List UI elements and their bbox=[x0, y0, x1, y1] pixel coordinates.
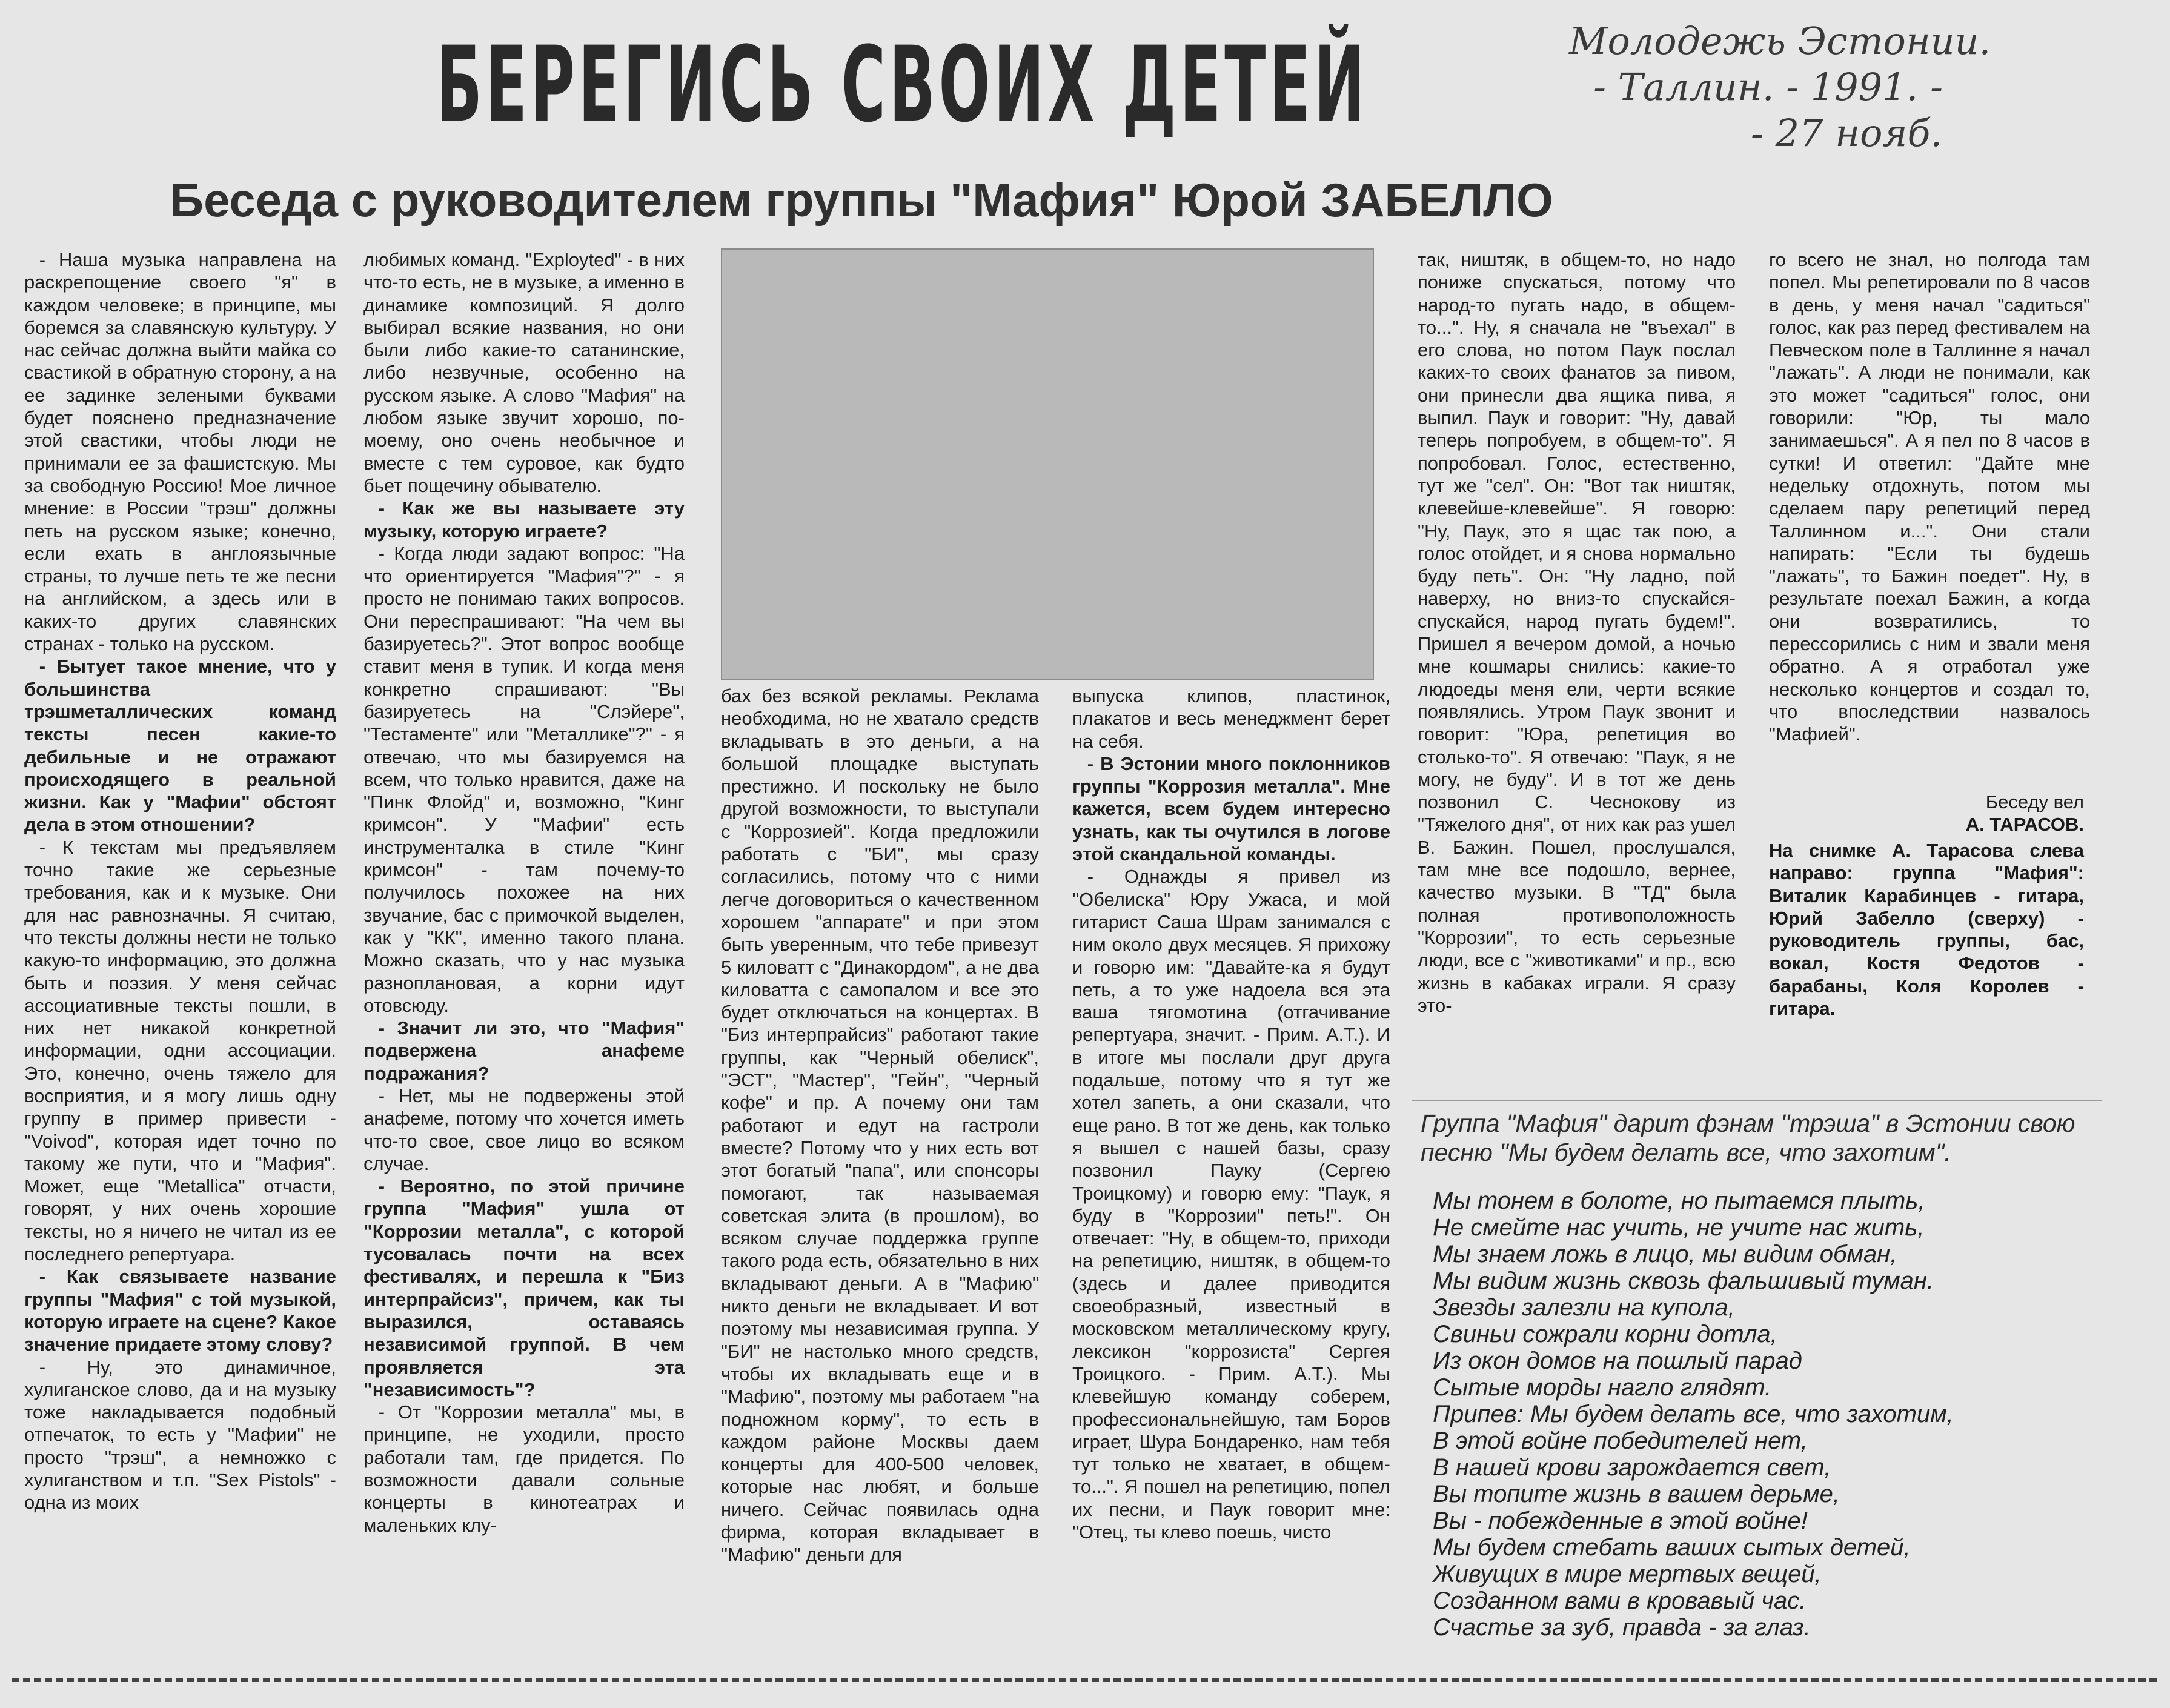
lyric-line: Из окон домов на пошлый парад bbox=[1433, 1347, 1802, 1374]
lyric-line: Мы будем стебать ваших сытых детей, bbox=[1433, 1534, 1911, 1561]
subheadline: Беседа с руководителем группы "Мафия" Юрой ЗАБЕЛЛО bbox=[170, 173, 1553, 227]
lyric-line: Вы топите жизнь в вашем дерьме, bbox=[1433, 1481, 1840, 1507]
interview-question: - В Эстонии много поклонников группы "Коррозия металла". Мне кажется, всем будем интересно узнать, как ты очутился в логове этой скандальной команды. bbox=[1072, 753, 1390, 865]
article-column-6 bbox=[1769, 248, 2090, 794]
song-lyrics bbox=[1433, 1188, 2099, 1641]
interview-question: - Бытует такое мнение, что у большинства трэшметаллических команд тексты песен какие-то дебильные и не отражают происходящего в реальной жизни. Как у "Мафии" обстоят дела в этом отношении? bbox=[24, 656, 336, 836]
section-divider bbox=[1412, 1100, 2102, 1101]
interview-credit bbox=[1769, 791, 2084, 836]
cut-line bbox=[12, 1678, 2157, 1682]
photo-caption: На снимке А. Тарасова слева направо: группа "Мафия": Виталик Карабинцев - гитара, Юрий Забелло (сверху) - руководитель группы, бас, вокал, Костя Федотов - барабаны, Коля Королев - гитара. bbox=[1769, 840, 2084, 1020]
interview-answer: - Ну, это динамичное, хулиганское слово, да и на музыку тоже накладывается подобный отпечаток, то есть у "Мафии" не просто "трэш", а немножко с хулиганством и т.п. "Sex Pistols" - одна из моих bbox=[24, 1356, 336, 1514]
lyric-line: Живущих в мире мертвых вещей, bbox=[1433, 1561, 1822, 1587]
song-intro: Группа "Мафия" дарит фэнам "трэша" в Эстонии свою песню "Мы будем делать все, что захотим". bbox=[1421, 1109, 2075, 1166]
interview-question: - Как же вы называете эту музыку, которую играете? bbox=[363, 497, 685, 542]
article-column-4 bbox=[1072, 685, 1390, 1630]
interview-answer: - От "Коррозии металла" мы, в принципе, не уходили, просто работали там, где придется. По возможности давали сольные концерты в кинотеатрах и маленьких клу- bbox=[363, 1401, 685, 1536]
lyric-line: В этой войне победителей нет, bbox=[1433, 1427, 1808, 1454]
article-column-5 bbox=[1418, 248, 1736, 1072]
lyric-line: Сытые морды нагло глядят. bbox=[1433, 1374, 1772, 1401]
lyric-line: В нашей крови зарождается свет, bbox=[1433, 1454, 1831, 1481]
lyric-line: Мы знаем ложь в лицо, мы видим обман, bbox=[1433, 1241, 1897, 1268]
lyric-line: Созданном вами в кровавый час. bbox=[1433, 1587, 1807, 1614]
interview-answer: любимых команд. "Exployted" - в них что-то есть, не в музыке, а именно в динамике композиций. Я долго выбирал всякие названия, но они были либо какие-то сатанинские, либо незвучные, особенно на русском языке. А слово "Мафия" на любом языке звучит хорошо, по-моему, оно очень необычное и вместе с тем суровое, как будто бьет пощечину обывателю. bbox=[363, 249, 685, 496]
interview-answer: так, ништяк, в общем-то, но надо пониже спускаться, потому что народ-то пугать надо, в общем-то...". Ну, я сначала не "въехал" в его слова, но потом Паук послал каких-то своих фанатов за пивом, они принесли два ящика пива, я выпил. Паук и говорит: "Ну, давай теперь попробуем, в общем-то". Я попробовал. Голос, естественно, тут же "сел". Он: "Вот так ништяк, клевейше-клевейше". Я говорю: "Ну, Паук, это я щас так пою, а голос отойдет, и я снова нормально буду петь". Он: "Ну ладно, пой наверху, но вниз-то спускайся-спускайся, народ пугать будем!". Пришел я вечером домой, а ночью мне кошмары снились: какие-то людоеды меня ели, черти всякие появлялись. Утром Паук звонит и говорит: "Юра, репетиция во столько-то". Я отвечаю: "Паук, я не могу, не буду". И в тот же день позвонил С. Чеснокову из "Тяжелого дня", от них как раз ушел В. Бажин. Пошел, прослушался, там мне все подошло, вернее, качество музыки. В "ТД" была полная противоположность "Коррозии", то есть серьезные люди, все с "животиками" и пр., всю жизнь в кабаках играли. Я сразу это- bbox=[1418, 249, 1736, 1016]
handwritten-note-line: - Таллин. - 1991. - bbox=[1593, 65, 1943, 109]
credit-label: Беседу вел bbox=[1985, 791, 2084, 812]
lyric-line: Не смейте нас учить, не учите нас жить, bbox=[1433, 1214, 1925, 1241]
interview-answer: - Наша музыка направлена на раскрепощение своего "я" в каждом человеке; в принципе, мы боремся за славянскую культуру. У нас сейчас должна выйти майка со свастикой в обратную сторону, а на ее задинке зелеными буквами будет пояснено предназначение этой свастики, чтобы люди не принимали ее за фашистскую. Мы за свободную Россию! Мое личное мнение: в России "трэш" должны петь на русском языке; конечно, если ехать в англоязычные страны, то лучше петь те же песни на английском, а здесь или в каких-то других славянских странах - только на русском. bbox=[24, 249, 336, 655]
interview-answer: - Однажды я привел из "Обелиска" Юру Ужаса, и мой гитарист Саша Шрам занимался с ним около двух месяцев. Я прихожу и говорю им: "Давайте-ка я будут петь, а то уже надоела вся эта ваша тягомотина (отгачивание репертуара, значит. - Прим. А.Т.). И в итоге мы послали друг друга подальше, потому что я тут же хотел запеть, а они сказали, что еще рано. В тот же день, как только я вышел с нашей базы, сразу позвонил Пауку (Сергею Троицкому) и говорю ему: "Паук, я буду в "Коррозии" петь!". Он отвечает: "Ну, в общем-то, приходи на репетицию, ништяк, в общем-то (здесь и далее приводится своеобразный, известный в московском металлическому кругу, лексикон "коррозиста" Сергея Троицкого. - Прим. А.Т.). Мы клевейшую команду соберем, профессиональнейшую, там Боров играет, Шура Бондаренко, нам тебя тут только не хватает, в общем-то...". Я пошел на репетицию, попел их песни, и Паук говорит мне: "Отец, ты клево поешь, чисто bbox=[1072, 866, 1390, 1543]
interview-answer: - Нет, мы не подвержены этой анафеме, потому что хочется иметь что-то свое, свое лицо во всяком случае. bbox=[363, 1085, 685, 1174]
lyric-line: Звезды залезли на купола, bbox=[1433, 1294, 1735, 1321]
lyric-line: Счастье за зуб, правда - за глаз. bbox=[1433, 1614, 1811, 1641]
article-column-1 bbox=[24, 248, 336, 1630]
interview-question: - Значит ли это, что "Мафия" подвержена анафеме подражания? bbox=[363, 1017, 685, 1084]
article-column-3 bbox=[721, 685, 1039, 1630]
handwritten-note bbox=[1569, 18, 2102, 156]
interview-answer: - К текстам мы предъявляем точно такие же серьезные требования, как и к музыке. Они для нас равнозначны. Я считаю, что тексты должны нести не только какую-то информацию, это должна быть и поэзия. У меня сейчас ассоциативные тексты пошли, в них нет никакой конкретной информации, одни ассоциации. Это, конечно, очень тяжело для восприятия, и я могу лишь одну группу в пример привести - "Voivod", которая идет точно по такому же пути, что и "Мафия". Может, еще "Metallica" отчасти, говорят, у них очень хорошие тексты, но я ничего не читал из ее последнего репертуара. bbox=[24, 836, 336, 1265]
lyric-line: Мы тонем в болоте, но пытаемся плыть, bbox=[1433, 1188, 1925, 1214]
lyric-line: Мы видим жизнь сквозь фальшивый туман. bbox=[1433, 1268, 1934, 1294]
lyric-line: Припев: Мы будем делать все, что захотим, bbox=[1433, 1401, 1954, 1427]
handwritten-note-line: - 27 нояб. bbox=[1751, 111, 1943, 155]
headline: БЕРЕГИСЬ СВОИХ ДЕТЕЙ bbox=[436, 24, 1369, 145]
interview-answer: - Когда люди задают вопрос: "На что ориентируется "Мафия"?" - я просто не понимаю таких вопросов. Они переспрашивают: "На чем вы базируетесь?". Этот вопрос вообще ставит меня в тупик. И когда меня конкретно спрашивают: "Вы базируетесь на "Слэйере", "Тестаменте" или "Металлике"?" - я отвечаю, что мы базируемся на всем, что только нравится, даже на "Пинк Флойд" и, возможно, "Кинг кримсон". У "Мафии" есть инструменталка в стиле "Кинг кримсон" - там почему-то получилось похожее на них звучание, бас с примочкой выделен, как у "КК", именно такого плана. Можно сказать, что у нас музыка разноплановая, а корни идут отовсюду. bbox=[363, 542, 685, 1016]
band-photo bbox=[721, 248, 1374, 680]
credit-name: А. ТАРАСОВ. bbox=[1965, 814, 2084, 835]
lyric-line: Свиньи сожрали корни дотла, bbox=[1433, 1321, 1777, 1347]
article-column-2 bbox=[363, 248, 685, 1630]
handwritten-note-line: Молодежь Эстонии. bbox=[1569, 19, 1991, 63]
interview-question: - Как связываете название группы "Мафия" с той музыкой, которую играете на сцене? Какое значение придаете этому слову? bbox=[24, 1266, 336, 1355]
interview-answer: го всего не знал, но полгода там попел. Мы репетировали по 8 часов в день, у меня начал "садиться" голос, как раз перед фестивалем на Певческом поле в Таллинне я начал "лажать". А люди не понимали, как это может "садиться" голос, они говорили: "Юр, ты мало занимаешься". А я пел по 8 часов в сутки! И ответил: "Дайте мне недельку отдохнуть, потом мы сделаем пару репетиций перед Таллинном и...". Они стали напирать: "Если ты будешь "лажать", то Бажин поедет". Ну, в результате поехал Бажин, а когда они возвратились, то перессорились с ним и звали меня обратно. А я отработал уже несколько концертов и создал то, что впоследствии назвалось "Мафией". bbox=[1769, 249, 2090, 745]
interview-answer: бах без всякой рекламы. Реклама необходима, но не хватало средств вкладывать в это деньги, а на большой площадке выступать престижно. И поскольку не было другой возможности, то выступали с "Коррозией". Когда предложили работать с "БИ", мы сразу согласились, потому что с ними легче договориться о качественном хорошем "аппарате" и при этом быть уверенным, что тебе привезут 5 киловатт с "Динакордом", а не два киловатта с самопалом и все это будет отключаться на концертах. В "Биз интерпрайсиз" работают такие группы, как "Черный обелиск", "ЭСТ", "Мастер", "Гейн", "Черный кофе" и пр. А почему они там работают и едут на гастроли вместе? Потому что у них есть вот этот богатый "папа", или спонсоры помогают, так называемая советская элита (в прошлом), во всяком случае поддержка группе такого рода есть, обязательно в них вкладывают деньги. А в "Мафию" никто деньги не вкладывает. И вот поэтому мы независимая группа. У "БИ" не настолько много средств, чтобы их вкладывать еще и в "Мафию", поэтому мы работаем "на подножном корму", то есть в каждом районе Москвы даем концерты для 400-500 человек, которые нас любят, и больше ничего. Сейчас появилась одна фирма, которая вкладывает в "Мафию" деньги для bbox=[721, 685, 1039, 1566]
interview-answer: выпуска клипов, пластинок, плакатов и весь менеджмент берет на себя. bbox=[1072, 685, 1390, 752]
interview-question: - Вероятно, по этой причине группа "Мафия" ушла от "Коррозии металла", с которой тусовалась почти на всех фестивалях, и перешла к "Биз интерпрайсиз", причем, как ты выразился, оставаясь независимой группой. В чем проявляется эта "независимость"? bbox=[363, 1175, 685, 1400]
lyric-line: Вы - побежденные в этой войне! bbox=[1433, 1507, 1808, 1534]
